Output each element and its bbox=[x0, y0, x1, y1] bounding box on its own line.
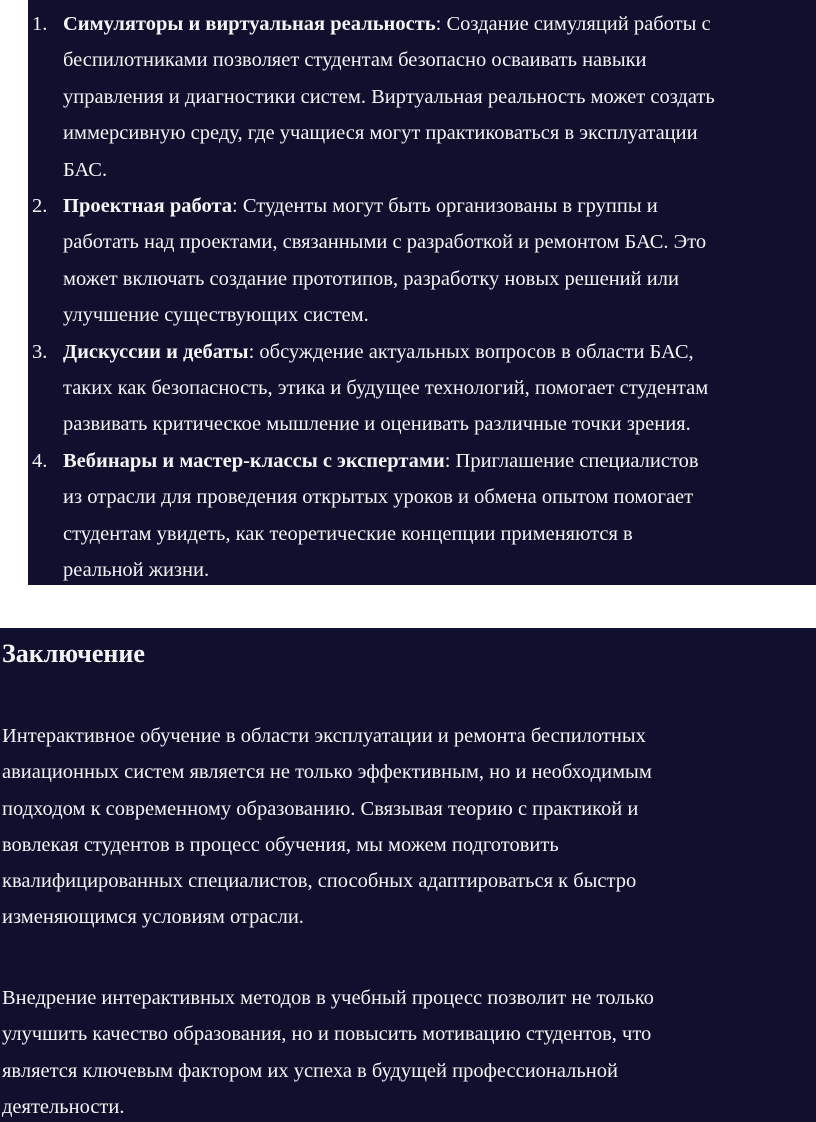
list-text-line: : Студенты могут быть организованы в группы и bbox=[232, 195, 658, 218]
list-text-line: из отрасли для проведения открытых уроков и обмена опытом помогает bbox=[63, 486, 694, 509]
list-text-line: студентам увидеть, как теоретические концепции применяются в bbox=[63, 522, 633, 545]
list-text-line: управления и диагностики систем. Виртуальная реальность может создать bbox=[63, 85, 715, 108]
list-number: 1. bbox=[32, 13, 48, 35]
paragraph-line: изменяющимся условиям отрасли. bbox=[2, 906, 304, 929]
paragraph-line: авиационных систем является не только эффективным, но и необходимым bbox=[2, 761, 652, 784]
conclusion-paragraph-2 bbox=[2, 980, 802, 1122]
list-text-line: БАС. bbox=[63, 158, 108, 181]
list-term: Дискуссии и дебаты bbox=[63, 340, 249, 363]
list-text-line: улучшение существующих систем. bbox=[63, 304, 369, 327]
list-text-line: реальной жизни. bbox=[63, 559, 210, 582]
list-text-line: таких как безопасность, этика и будущее технологий, помогает студентам bbox=[63, 377, 709, 400]
paragraph-line: улучшить качество образования, но и повысить мотивацию студентов, что bbox=[2, 1023, 652, 1046]
list-text-line: беспилотниками позволяет студентам безопасно осваивать навыки bbox=[63, 49, 647, 72]
list-item-webinars bbox=[28, 443, 816, 589]
list-text-line: иммерсивную среду, где учащиеся могут практиковаться в эксплуатации bbox=[63, 122, 698, 145]
method-list-section bbox=[28, 0, 816, 585]
paragraph-line: деятельности. bbox=[2, 1095, 125, 1118]
paragraph-line: вовлекая студентов в процесс обучения, мы можем подготовить bbox=[2, 833, 559, 856]
paragraph-line: Интерактивное обучение в области эксплуатации и ремонта беспилотных bbox=[2, 725, 646, 747]
list-number: 2. bbox=[32, 195, 48, 218]
paragraph-line: квалифицированных специалистов, способных адаптироваться к быстро bbox=[2, 870, 637, 893]
paragraph-line: подходом к современному образованию. Связывая теорию с практикой и bbox=[2, 797, 639, 820]
list-text-line: : обсуждение актуальных вопросов в области БАС, bbox=[248, 340, 694, 363]
list-text-line: : Создание симуляций работы с bbox=[435, 13, 711, 35]
list-number: 4. bbox=[32, 449, 48, 472]
list-text-line: может включать создание прототипов, разработку новых решений или bbox=[63, 267, 679, 290]
list-text-line: работать над проектами, связанными с разработкой и ремонтом БАС. Это bbox=[63, 231, 707, 254]
numbered-list bbox=[28, 6, 816, 589]
conclusion-section bbox=[0, 628, 816, 1122]
list-number: 3. bbox=[32, 340, 48, 363]
list-item-discussions bbox=[28, 334, 816, 443]
paragraph-line: является ключевым фактором их успеха в будущей профессиональной bbox=[2, 1059, 618, 1082]
list-text-line: : Приглашение специалистов bbox=[444, 449, 699, 472]
paragraph-line: Внедрение интерактивных методов в учебный процесс позволит не только bbox=[2, 987, 654, 1009]
list-term: Проектная работа bbox=[63, 195, 233, 218]
list-term: Вебинары и мастер-классы с экспертами bbox=[63, 449, 445, 472]
conclusion-paragraph-1 bbox=[2, 718, 802, 936]
section-heading: Заключение bbox=[2, 639, 145, 668]
list-text-line: развивать критическое мышление и оценивать различные точки зрения. bbox=[63, 413, 691, 436]
list-term: Симуляторы и виртуальная реальность bbox=[63, 13, 436, 35]
list-item-simulators bbox=[28, 6, 816, 188]
list-item-project-work bbox=[28, 188, 816, 334]
